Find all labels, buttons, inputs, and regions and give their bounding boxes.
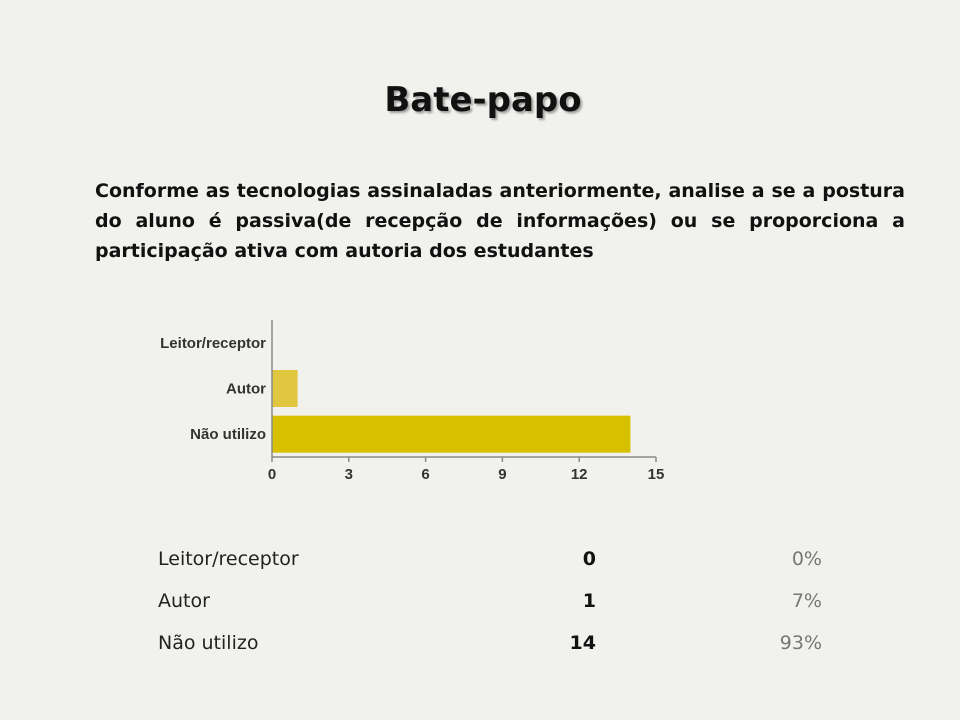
bar-1 xyxy=(272,370,298,407)
category-label: Leitor/receptor xyxy=(160,334,266,352)
results-table xyxy=(150,540,830,666)
bar-2 xyxy=(272,416,630,453)
question-text: Conforme as tecnologias assinaladas anteriormente, analise a se a postura do aluno é passiva(de recepção de informações) ou se proporciona a participação ativa com autoria dos estudantes xyxy=(95,180,905,262)
results-label: Não utilizo xyxy=(158,632,259,654)
results-label: Autor xyxy=(158,590,210,612)
x-tick-label: 0 xyxy=(267,466,277,483)
x-tick-label: 9 xyxy=(498,466,507,483)
results-count: 0 xyxy=(582,548,596,570)
category-label: Não utilizo xyxy=(190,426,266,444)
x-tick-label: 6 xyxy=(421,466,430,483)
results-percent: 0% xyxy=(791,548,822,570)
results-count: 1 xyxy=(582,590,596,612)
x-tick-label: 15 xyxy=(647,466,665,483)
results-label: Leitor/receptor xyxy=(158,548,299,570)
results-count: 14 xyxy=(569,632,596,654)
results-row xyxy=(150,582,830,624)
category-label: Autor xyxy=(226,380,266,398)
results-row xyxy=(150,540,830,582)
x-tick-label: 12 xyxy=(570,466,588,483)
results-percent: 7% xyxy=(791,590,822,612)
x-tick-label: 3 xyxy=(344,466,353,483)
slide-title: Bate-papo xyxy=(384,80,582,120)
results-percent: 93% xyxy=(779,632,822,654)
results-row xyxy=(150,624,830,666)
